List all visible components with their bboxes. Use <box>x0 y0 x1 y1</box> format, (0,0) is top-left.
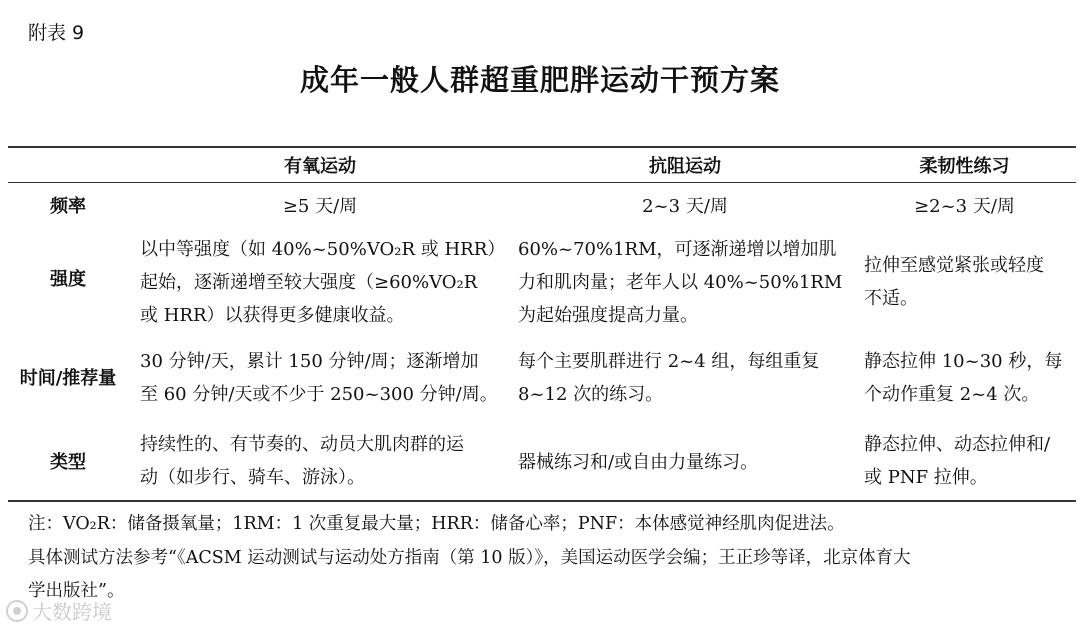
watermark <box>6 596 112 625</box>
row-header-type: 类型 <box>50 452 86 473</box>
column-header-flexibility: 柔韧性练习 <box>919 156 1010 177</box>
cell-type-resistance: 器械练习和/或自由力量练习。 <box>518 452 759 473</box>
cell-duration-aerobic: 30 分钟/天，累计 150 分钟/周；逐渐增加 至 60 分钟/天或不少于 250~300 分钟/周。 <box>140 351 498 405</box>
table-bottom-rule <box>8 500 1076 502</box>
watermark-logo-icon <box>6 600 28 622</box>
cell-intensity-aerobic: 以中等强度（如 40%~50%VO₂R 或 HRR） 起始，逐渐递增至较大强度（≥60%VO₂R 或 HRR）以获得更多健康收益。 <box>140 239 506 326</box>
document-title: 成年一般人群超重肥胖运动干预方案 <box>299 63 780 97</box>
watermark-text: 大数跨境 <box>32 600 112 624</box>
note-abbreviations: 注：VO₂R：储备摄氧量；1RM：1 次重复最大量；HRR：储备心率；PNF：本体感觉神经肌肉促进法。 <box>28 514 845 534</box>
column-header-resistance: 抗阻运动 <box>649 156 721 177</box>
cell-frequency-resistance: 2~3 天/周 <box>642 196 728 217</box>
appendix-label: 附表 9 <box>28 22 85 44</box>
row-header-frequency: 频率 <box>50 196 86 217</box>
cell-intensity-resistance: 60%~70%1RM，可逐渐递增以增加肌 力和肌肉量；老年人以 40%~50%1RM 为起始强度提高力量。 <box>518 239 843 326</box>
note-reference-line-1: 具体测试方法参考“《ACSM 运动测试与运动处方指南（第 10 版）》，美国运动医学会编；王正珍等译，北京体育大 <box>28 548 911 568</box>
cell-duration-resistance: 每个主要肌群进行 2~4 组，每组重复 8~12 次的练习。 <box>518 351 820 405</box>
cell-type-aerobic: 持续性的、有节奏的、动员大肌肉群的运 动（如步行、骑车、游泳）。 <box>140 434 464 488</box>
cell-frequency-aerobic: ≥5 天/周 <box>282 196 358 217</box>
cell-duration-flexibility: 静态拉伸 10~30 秒，每 个动作重复 2~4 次。 <box>864 351 1063 405</box>
cell-frequency-flexibility: ≥2~3 天/周 <box>914 196 1015 217</box>
cell-type-flexibility: 静态拉伸、动态拉伸和/ 或 PNF 拉伸。 <box>864 434 1051 488</box>
note-reference-line-2: 学出版社”。 <box>28 581 125 601</box>
row-header-duration: 时间/推荐量 <box>19 368 117 389</box>
cell-intensity-flexibility: 拉伸至感觉紧张或轻度 不适。 <box>864 255 1044 309</box>
table-top-rule <box>8 146 1076 148</box>
row-header-intensity: 强度 <box>50 269 86 290</box>
column-header-aerobic: 有氧运动 <box>284 156 356 177</box>
